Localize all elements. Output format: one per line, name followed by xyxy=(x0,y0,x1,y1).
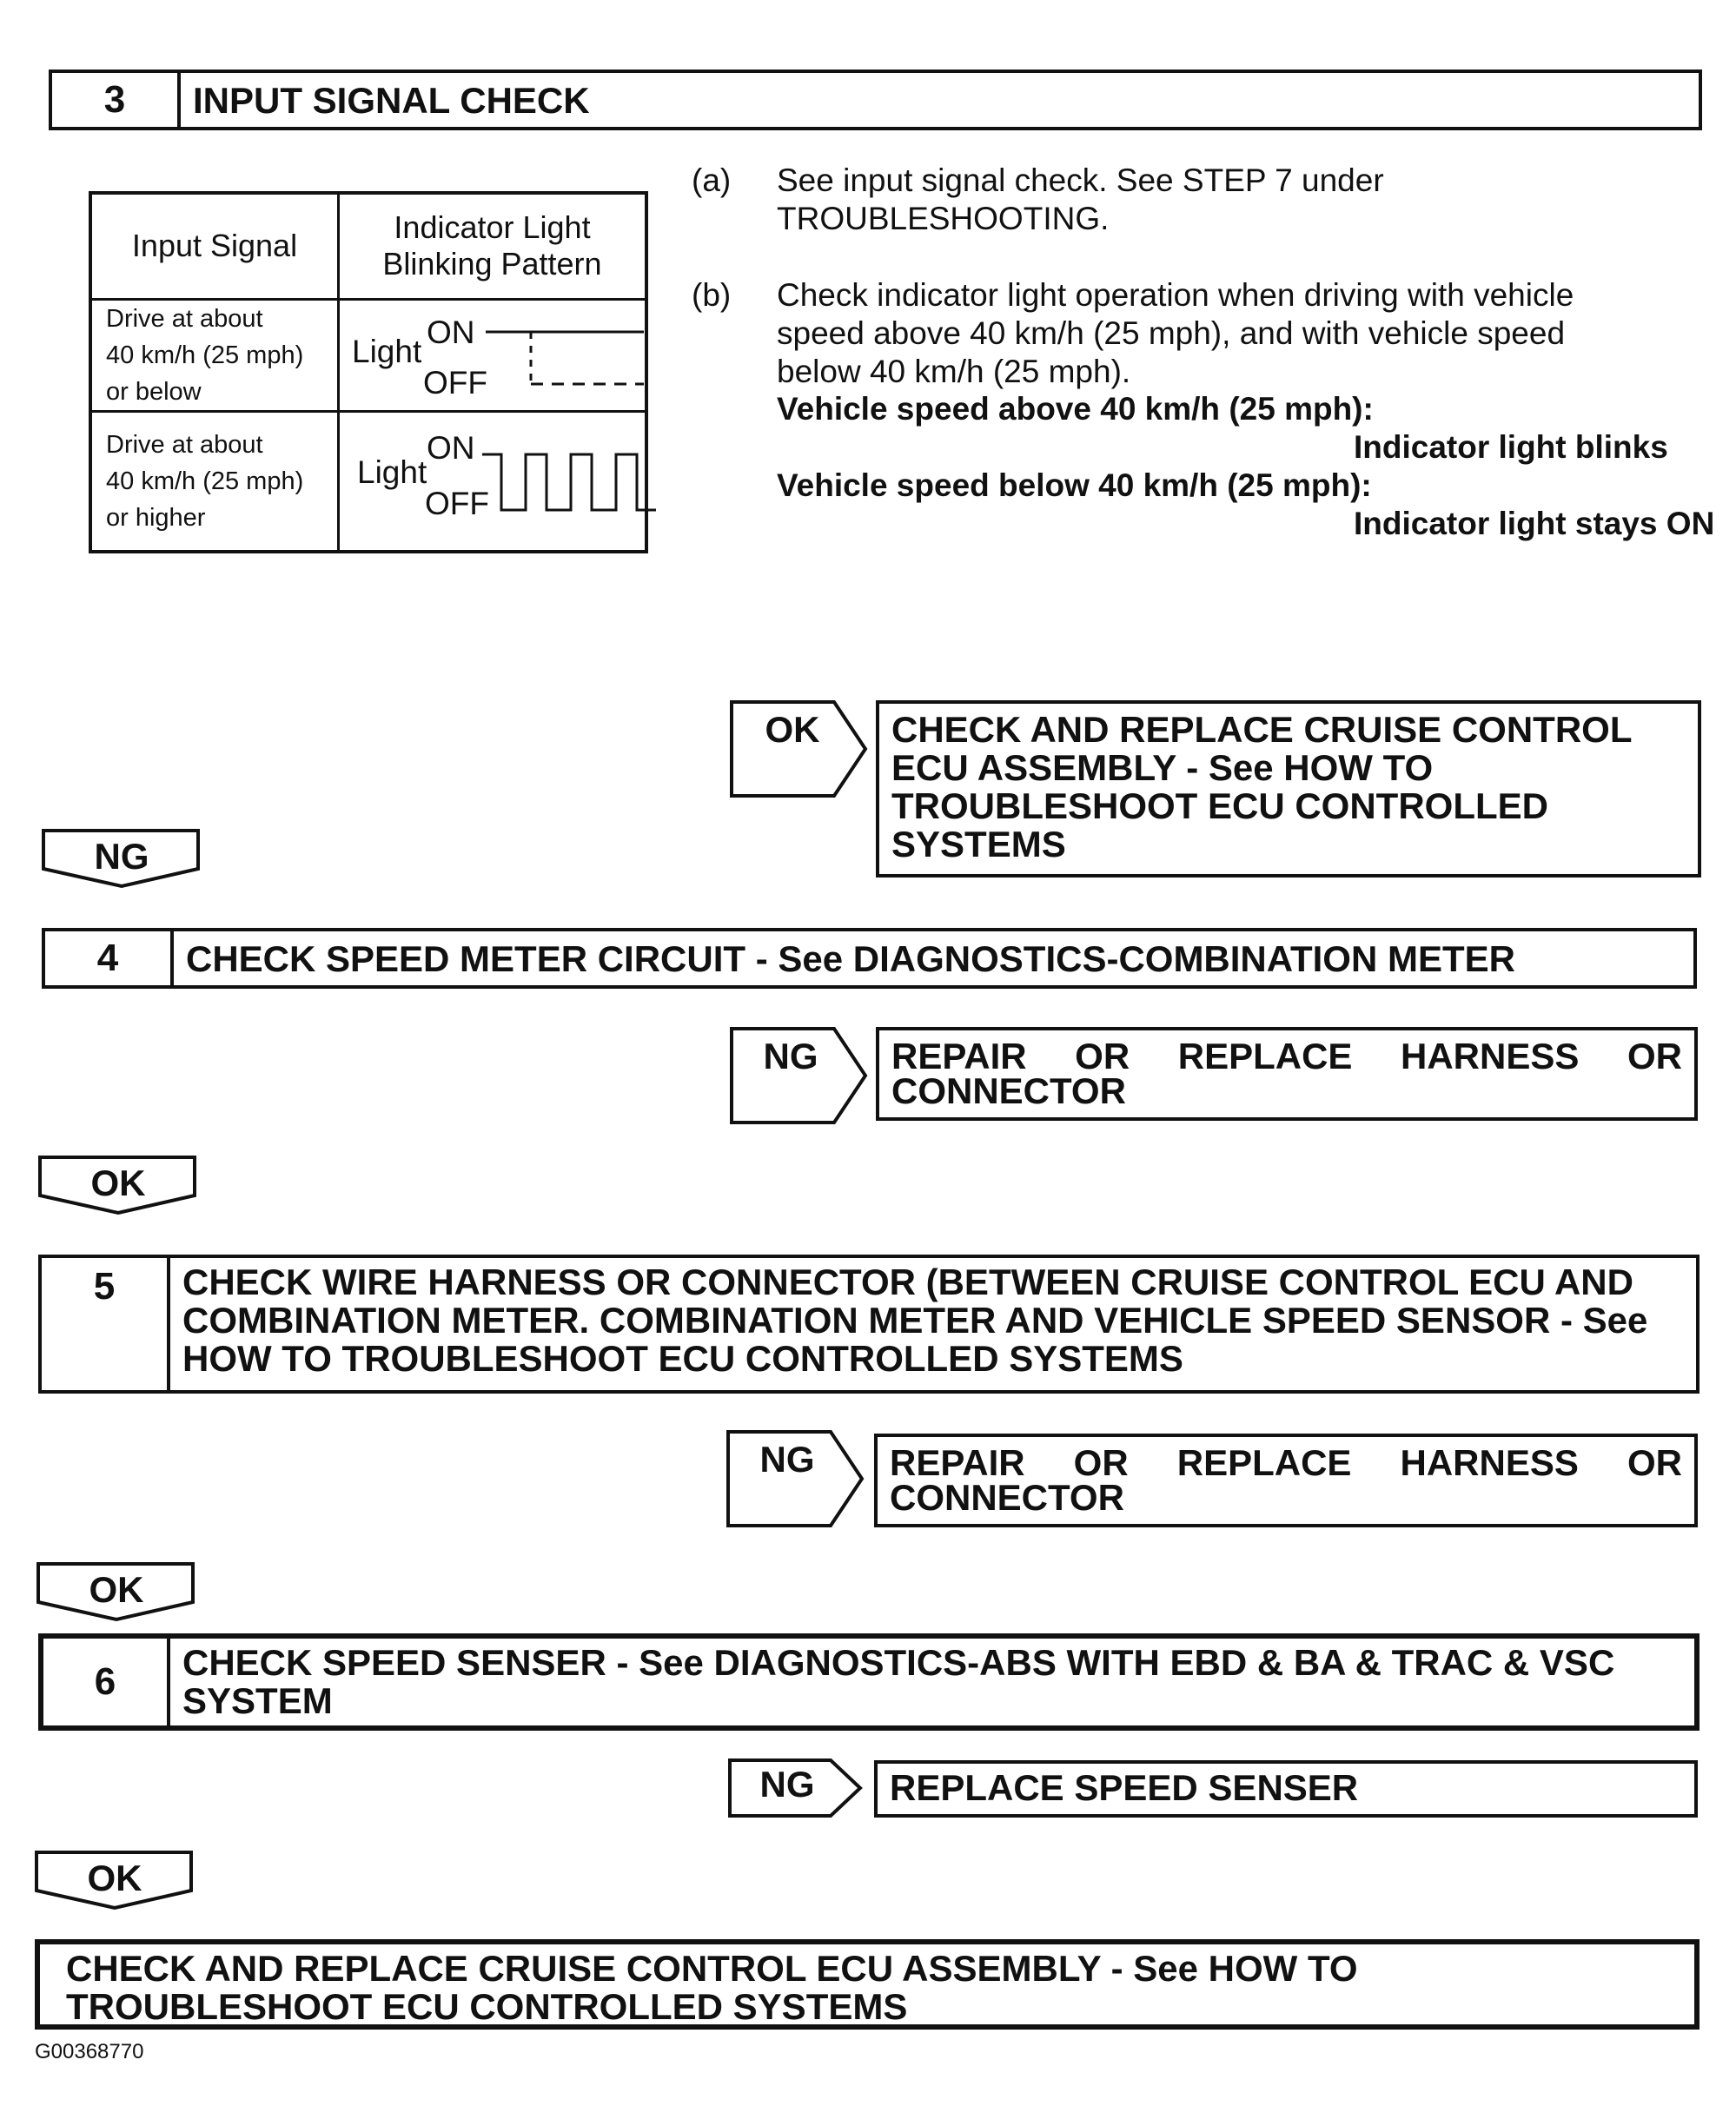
step-4-number: 4 xyxy=(45,931,174,985)
ok-tag-label: OK xyxy=(89,1569,144,1610)
step-6-title: CHECK SPEED SENSER - See DIAGNOSTICS-ABS WITH EBD & BA & TRAC & VSC SYSTEM xyxy=(182,1642,1615,1721)
result-line-2: CONNECTOR xyxy=(891,1070,1126,1111)
step-3-ok-result: CHECK AND REPLACE CRUISE CONTROL ECU ASSEMBLY - See HOW TO TROUBLESHOOT ECU CONTROLLED SYSTEMS xyxy=(876,700,1701,878)
step-3-title: INPUT SIGNAL CHECK xyxy=(193,80,590,121)
step-5-header xyxy=(38,1255,1700,1394)
condition-line: or below xyxy=(106,377,202,406)
speed-below-label: Vehicle speed below 40 km/h (25 mph): xyxy=(777,467,1372,503)
result-word: REPAIR xyxy=(890,1442,1025,1483)
light-label: Light xyxy=(352,333,422,369)
result-word: OR xyxy=(1627,1442,1682,1483)
step-5-ng-result xyxy=(874,1434,1698,1527)
instruction-b-text: Check indicator light operation when driving with vehicle speed above 40 km/h (25 mph), and with vehicle speed below 40 km/h (25 mph). xyxy=(777,277,1574,389)
step-5-number: 5 xyxy=(42,1258,170,1390)
on-label: ON xyxy=(427,429,475,466)
ok-tag-label: OK xyxy=(90,1162,146,1203)
result-line-2: CONNECTOR xyxy=(890,1477,1124,1518)
result-word: REPAIR xyxy=(891,1036,1027,1076)
off-label: OFF xyxy=(425,485,489,521)
result-word: REPLACE xyxy=(1176,1442,1352,1483)
condition-line: 40 km/h (25 mph) xyxy=(106,341,304,369)
condition-below-cell xyxy=(90,299,339,411)
step-4-header xyxy=(42,928,1697,989)
step-4-title: CHECK SPEED METER CIRCUIT - See DIAGNOSTICS-COMBINATION METER xyxy=(186,938,1515,979)
header-input-signal: Input Signal xyxy=(131,228,298,264)
result-word: OR xyxy=(1627,1036,1682,1076)
instruction-a-text: See input signal check. See STEP 7 under TROUBLESHOOTING. xyxy=(777,162,1384,236)
step-6-number: 6 xyxy=(43,1639,170,1725)
header-indicator-pattern: Indicator Light Blinking Pattern xyxy=(382,209,602,282)
condition-line: or higher xyxy=(106,503,206,532)
speed-below-result: Indicator light stays ON xyxy=(1354,506,1715,541)
light-label: Light xyxy=(357,454,427,490)
ng-tag-label: NG xyxy=(759,1439,815,1480)
blinking-waveform xyxy=(482,413,656,550)
input-signal-table xyxy=(89,191,648,553)
result-word: OR xyxy=(1075,1036,1130,1076)
result-word: OR xyxy=(1073,1442,1129,1483)
step-5-title: CHECK WIRE HARNESS OR CONNECTOR (BETWEEN CRUISE CONTROL ECU AND COMBINATION METER. COMBINATION METER AND VEHICLE SPEED SENSOR - See HOW TO TROUBLESHOOT ECU CONTROLLED SYSTEMS xyxy=(182,1262,1648,1379)
pattern-blink-cell xyxy=(339,411,647,552)
header-indicator-cell xyxy=(339,193,647,299)
step-3-header xyxy=(49,70,1702,130)
step-6-ng-result: REPLACE SPEED SENSER xyxy=(874,1760,1698,1818)
on-label: ON xyxy=(427,314,475,350)
ng-tag-label: NG xyxy=(763,1036,818,1076)
step-4-ng-result xyxy=(876,1027,1698,1121)
header-input-signal-cell xyxy=(90,193,339,299)
result-word: HARNESS xyxy=(1401,1036,1580,1076)
pattern-steady-cell xyxy=(339,299,647,411)
result-word: HARNESS xyxy=(1400,1442,1579,1483)
off-label: OFF xyxy=(423,364,487,401)
result-word: REPLACE xyxy=(1177,1036,1353,1076)
instruction-b-label: (b) xyxy=(692,277,732,313)
speed-above-result: Indicator light blinks xyxy=(1354,429,1668,465)
step-3-number: 3 xyxy=(52,73,181,127)
speed-above-label: Vehicle speed above 40 km/h (25 mph): xyxy=(777,391,1374,427)
instruction-a-label: (a) xyxy=(692,162,732,198)
ng-tag-label: NG xyxy=(759,1764,815,1805)
final-action-box: CHECK AND REPLACE CRUISE CONTROL ECU ASSEMBLY - See HOW TO TROUBLESHOOT ECU CONTROLLED SYSTEMS xyxy=(35,1939,1700,2030)
condition-line: Drive at about xyxy=(106,430,263,459)
condition-higher-cell xyxy=(90,411,339,552)
condition-line: 40 km/h (25 mph) xyxy=(106,467,304,495)
ng-tag-label: NG xyxy=(94,836,149,877)
step-6-header xyxy=(38,1633,1700,1731)
steady-on-waveform xyxy=(482,301,656,410)
figure-id: G00368770 xyxy=(35,2040,144,2063)
ok-tag-label: OK xyxy=(87,1858,142,1898)
ok-tag-label: OK xyxy=(765,709,820,750)
condition-line: Drive at about xyxy=(106,304,263,333)
